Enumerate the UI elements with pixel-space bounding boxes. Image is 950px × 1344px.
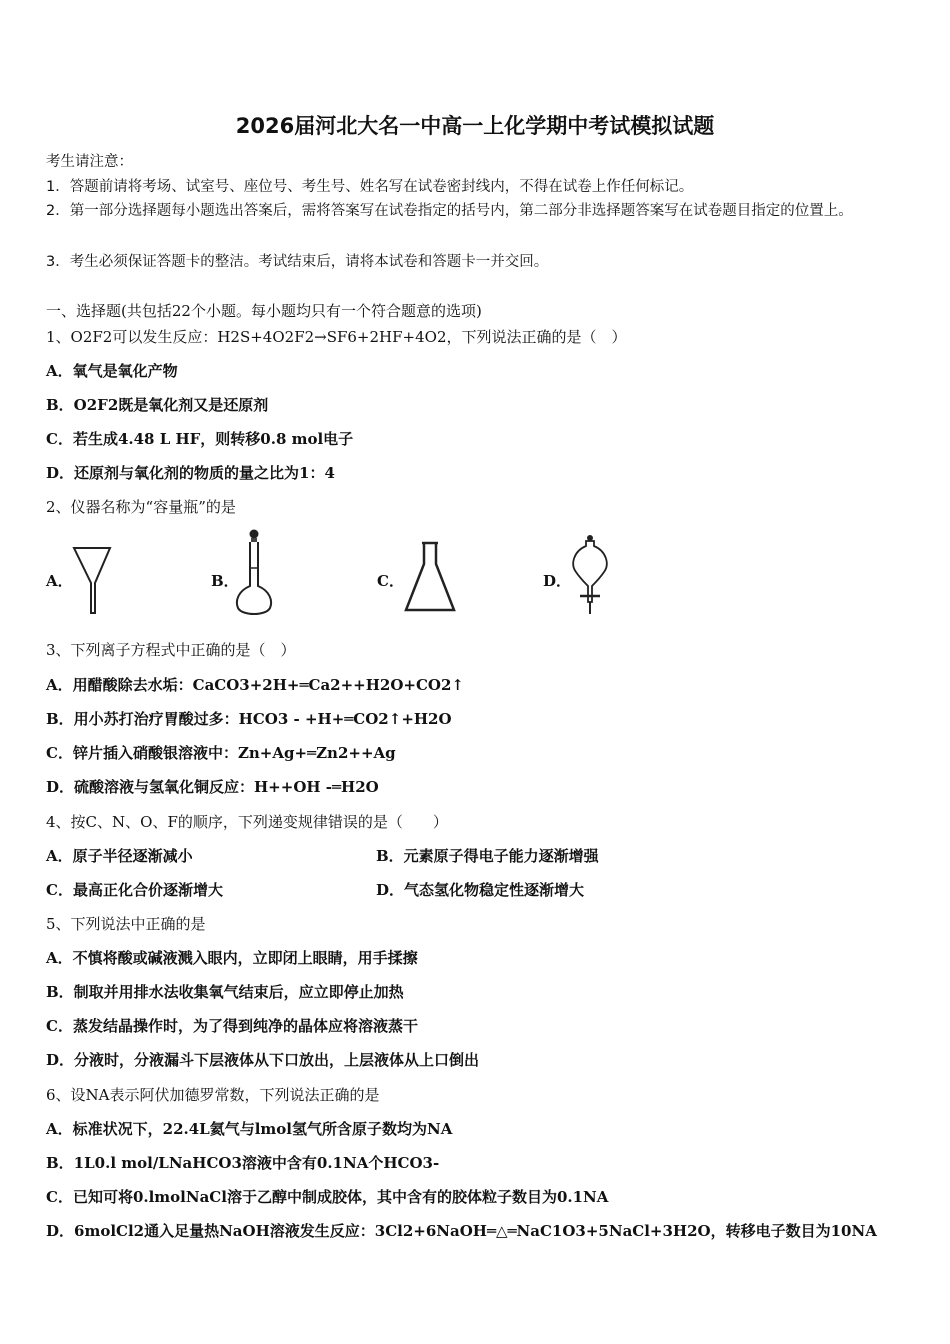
- q5-option-b: B．制取并用排水法收集氧气结束后，应立即停止加热: [46, 983, 404, 1001]
- notice-item-2: 2．第一部分选择题每小题选出答案后，需将答案写在试卷指定的括号内，第二部分非选择题答案写在试卷题目指定的位置上。: [46, 203, 853, 219]
- separatory-funnel-icon: [566, 534, 616, 618]
- q5-stem: 5、下列说法中正确的是: [46, 915, 206, 933]
- q1-option-b: B．O2F2既是氧化剂又是还原剂: [46, 396, 269, 414]
- q6-option-c: C．已知可将0.lmolNaCl溶于乙醇中制成胶体，其中含有的胶体粒子数目为0.1NA: [46, 1188, 609, 1206]
- notice-item-1: 1．答题前请将考场、试室号、座位号、考生号、姓名写在试卷密封线内，不得在试卷上作任何标记。: [46, 179, 694, 195]
- q6-stem: 6、设NA表示阿伏加德罗常数，下列说法正确的是: [46, 1086, 380, 1104]
- q3-option-c: C．锌片插入硝酸银溶液中：Zn+Ag+═Zn2++Ag: [46, 744, 396, 762]
- notice-item-3: 3．考生必须保证答题卡的整洁。考试结束后，请将本试卷和答题卡一并交回。: [46, 254, 549, 270]
- q5-option-c: C．蒸发结晶操作时，为了得到纯净的晶体应将溶液蒸干: [46, 1017, 418, 1035]
- q5-option-d: D．分液时，分液漏斗下层液体从下口放出，上层液体从上口倒出: [46, 1051, 480, 1069]
- q2-option-c: C．: [377, 572, 404, 590]
- q3-option-b: B．用小苏打治疗胃酸过多：HCO3 - +H+═CO2↑+H2O: [46, 710, 452, 728]
- q2-option-b: B．: [211, 572, 239, 590]
- funnel-icon: [72, 545, 114, 617]
- q4-option-b: B．元素原子得电子能力逐渐增强: [376, 847, 599, 865]
- q1-option-c: C．若生成4.48 L HF，则转移0.8 mol电子: [46, 430, 354, 448]
- q1-stem: 1、O2F2可以发生反应：H2S+4O2F2→SF6+2HF+4O2，下列说法正确的是（ ）: [46, 328, 627, 346]
- q3-option-a: A．用醋酸除去水垢：CaCO3+2H+═Ca2++H2O+CO2↑: [46, 676, 465, 694]
- q2-stem: 2、仪器名称为“容量瓶”的是: [46, 498, 236, 516]
- q1-option-d: D．还原剂与氧化剂的物质的量之比为1：4: [46, 464, 335, 482]
- q3-stem: 3、下列离子方程式中正确的是（ ）: [46, 641, 296, 659]
- q6-option-b: B．1L0.l mol/LNaHCO3溶液中含有0.1NA个HCO3-: [46, 1154, 440, 1172]
- q4-option-c: C．最高正化合价逐渐增大: [46, 881, 223, 899]
- q2-option-a: A．: [46, 572, 73, 590]
- q6-option-a: A．标准状况下，22.4L氦气与lmol氢气所含原子数均为NA: [46, 1120, 453, 1138]
- q4-option-d: D．气态氢化物稳定性逐渐增大: [376, 881, 585, 899]
- notice-heading: 考生请注意：: [46, 154, 133, 170]
- q2-option-d: D．: [543, 572, 572, 590]
- volumetric-flask-icon: [232, 528, 280, 618]
- q5-option-a: A．不慎将酸或碱液溅入眼内，立即闭上眼睛，用手揉擦: [46, 949, 418, 967]
- q3-option-d: D．硫酸溶液与氢氧化铜反应：H++OH -═H2O: [46, 778, 379, 796]
- q6-option-d: D．6molCl2通入足量热NaOH溶液发生反应：3Cl2+6NaOH═△═NaC1O3+5NaCl+3H2O，转移电子数目为10NA: [46, 1222, 877, 1240]
- page-title: 2026届河北大名一中高一上化学期中考试模拟试题: [235, 114, 715, 138]
- section-heading: 一、选择题(共包括22个小题。每小题均只有一个符合题意的选项): [46, 302, 482, 320]
- q4-option-a: A．原子半径逐渐减小: [46, 847, 193, 865]
- conical-flask-icon: [401, 540, 459, 616]
- q1-option-a: A．氧气是氧化产物: [46, 362, 178, 380]
- q4-stem: 4、按C、N、O、F的顺序，下列递变规律错误的是（ ）: [46, 813, 448, 831]
